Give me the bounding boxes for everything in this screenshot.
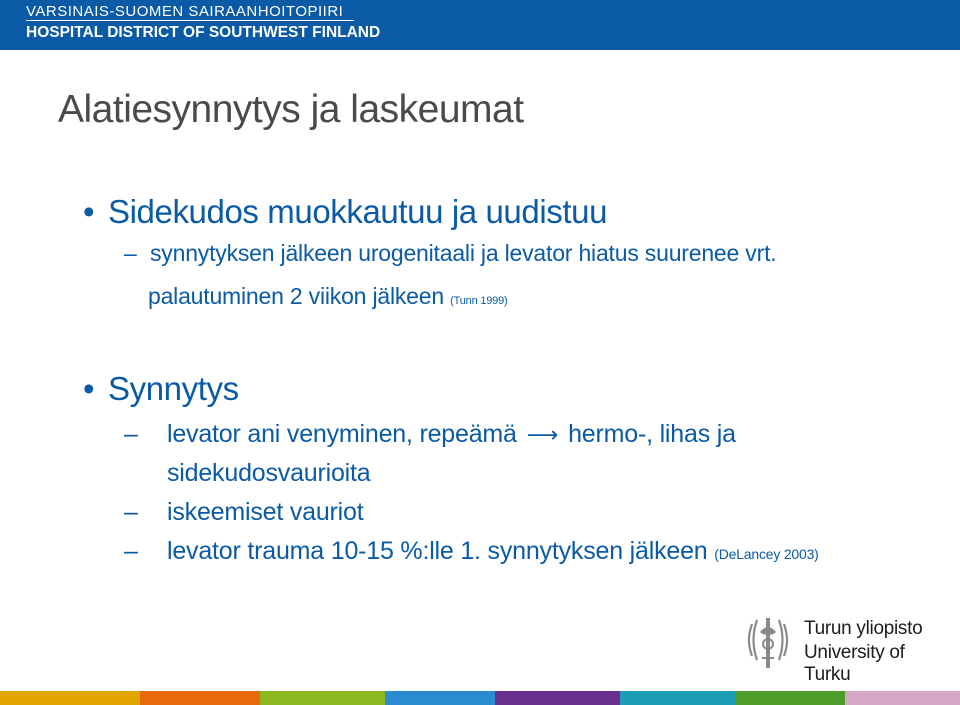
dash-marker: – — [124, 537, 138, 565]
item-1-text-before: levator ani venyminen, repeämä — [167, 420, 517, 448]
item-1-line — [167, 420, 736, 449]
university-logo — [742, 614, 942, 685]
color-strip-segment — [735, 691, 845, 705]
bullet-2-item-1-continuation — [124, 459, 924, 489]
header-banner — [0, 0, 960, 50]
bullet-1-sub-line1 — [124, 240, 776, 267]
dash-marker: – — [124, 240, 137, 266]
item-1-text-after: hermo-, lihas ja — [568, 420, 736, 448]
color-strip-segment — [385, 691, 495, 705]
bullet-1-text: Sidekudos muokkautuu ja uudistuu — [108, 193, 608, 230]
header-divider — [26, 20, 354, 21]
header-finnish-name: VARSINAIS-SUOMEN SAIRAANHOITOPIIRI — [26, 3, 344, 20]
bullet-2-text: Synnytys — [108, 370, 239, 407]
dash-marker: – — [124, 420, 138, 448]
item-3-text: levator trauma 10-15 %:lle 1. synnytyksen jälkeen — [167, 537, 708, 565]
citation-tunn: (Tunn 1999) — [450, 295, 508, 307]
slide-title: Alatiesynnytys ja laskeumat — [58, 88, 524, 131]
bullet-marker: • — [83, 370, 95, 407]
logo-text-finnish: Turun yliopisto — [804, 618, 923, 639]
item-3-line — [167, 537, 819, 566]
bullet-2-item-3 — [124, 537, 924, 567]
sub-text-line2: palautuminen 2 viikon jälkeen — [148, 283, 444, 309]
arrow-right-icon: ⟶ — [526, 422, 559, 447]
sub-text-line1: synnytyksen jälkeen urogenitaali ja levator hiatus suurenee vrt. — [150, 240, 777, 266]
color-strip-segment — [495, 691, 620, 705]
bullet-2 — [83, 370, 239, 408]
item-1-continuation-text: sidekudosvaurioita — [167, 459, 371, 487]
citation-delancey: (DeLancey 2003) — [714, 546, 819, 562]
color-strip-segment — [140, 691, 260, 705]
color-strip-segment — [845, 691, 960, 705]
color-strip-segment — [260, 691, 385, 705]
item-2-text: iskeemiset vauriot — [167, 498, 364, 526]
bullet-1 — [83, 193, 607, 231]
university-emblem-icon — [742, 614, 794, 670]
bullet-2-item-1 — [124, 420, 924, 450]
bottom-color-strip — [0, 691, 960, 705]
logo-text-english: University of Turku — [804, 642, 905, 685]
color-strip-segment — [620, 691, 735, 705]
color-strip-segment — [0, 691, 140, 705]
bullet-2-item-2 — [124, 498, 924, 528]
dash-marker: – — [124, 498, 138, 526]
bullet-1-sub-line2 — [148, 283, 507, 310]
bullet-marker: • — [83, 193, 95, 230]
header-english-name: HOSPITAL DISTRICT OF SOUTHWEST FINLAND — [26, 24, 381, 41]
